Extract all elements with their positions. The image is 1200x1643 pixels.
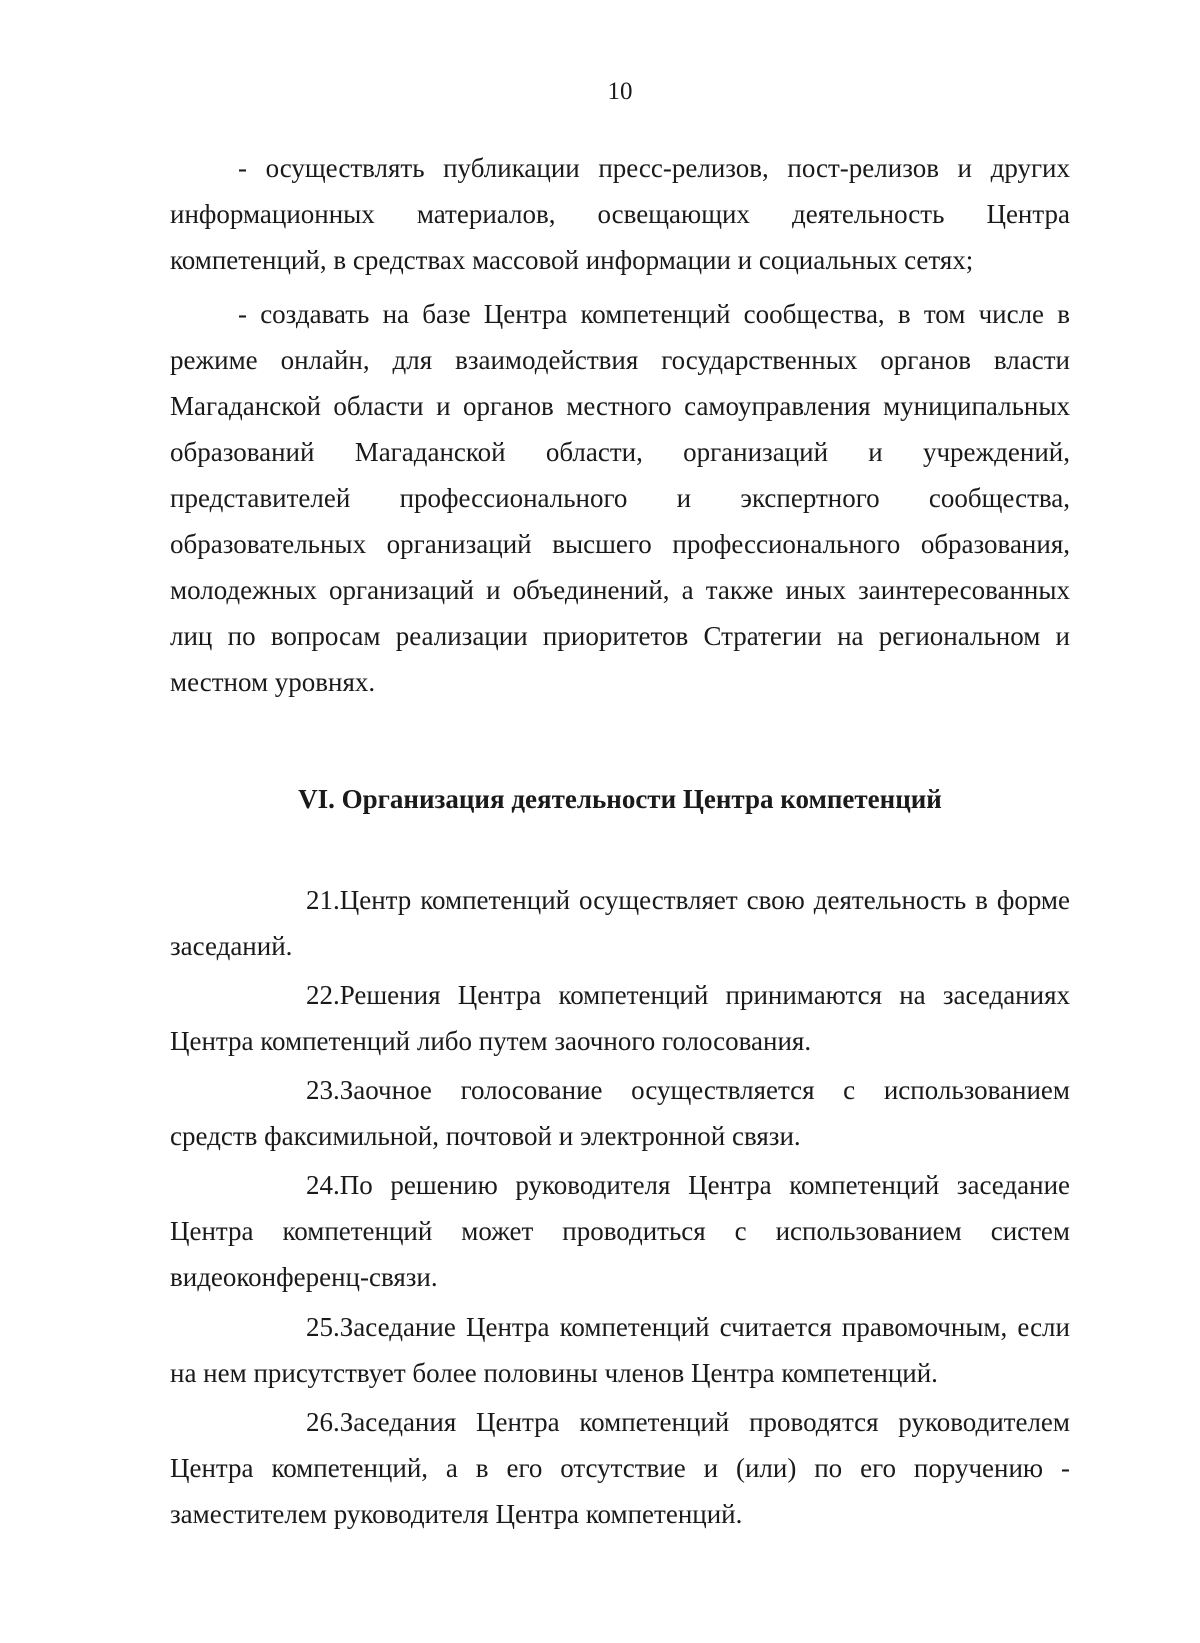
numbered-item-25 <box>170 1304 1070 1396</box>
item-text: Решения Центра компетенций принимаются на заседаниях Центра компетенций либо путем заочного голосования. <box>170 980 1070 1056</box>
paragraph-publications: - осуществлять публикации пресс-релизов, пост-релизов и других информационных материалов, освещающих деятельность Центра компетенций, в средствах массовой информации и социальных сетях; <box>170 153 1070 275</box>
item-number: 24. <box>306 1170 340 1200</box>
item-text: Заочное голосование осуществляется с использованием средств факсимильной, почтовой и электронной связи. <box>170 1075 1070 1151</box>
item-number: 21. <box>306 885 340 915</box>
section-heading: VI. Организация деятельности Центра компетенций <box>298 784 942 814</box>
numbered-item-24 <box>170 1162 1070 1300</box>
paragraph-communities: - создавать на базе Центра компетенций сообщества, в том числе в режиме онлайн, для взаимодействия государственных органов власти Магаданской области и органов местного самоуправления муниципальных образований Магаданской области, организаций и учреждений, представителей профессионального и экспертного сообщества, образовательных организаций высшего профессионального образования, молодежных организаций и объединений, а также иных заинтересованных лиц по вопросам реализации приоритетов Стратегии на региональном и местном уровнях. <box>170 299 1070 697</box>
item-text: Заседания Центра компетенций проводятся руководителем Центра компетенций, а в его отсутствие и (или) по его поручению - заместителем руководителя Центра компетенций. <box>170 1407 1070 1529</box>
item-number: 25. <box>306 1312 340 1342</box>
page-number: 10 <box>607 78 633 105</box>
item-text: Центр компетенций осуществляет свою деятельность в форме заседаний. <box>170 885 1070 961</box>
numbered-item-23 <box>170 1067 1070 1159</box>
item-text: По решению руководителя Центра компетенций заседание Центра компетенций может проводиться с использованием систем видеоконференц-связи. <box>170 1170 1070 1292</box>
item-text: Заседание Центра компетенций считается правомочным, если на нем присутствует более половины членов Центра компетенций. <box>170 1312 1070 1388</box>
numbered-item-26 <box>170 1399 1070 1537</box>
item-number: 23. <box>306 1075 340 1105</box>
numbered-item-21 <box>170 877 1070 969</box>
item-number: 26. <box>306 1407 340 1437</box>
numbered-item-22 <box>170 972 1070 1064</box>
item-number: 22. <box>306 980 340 1010</box>
